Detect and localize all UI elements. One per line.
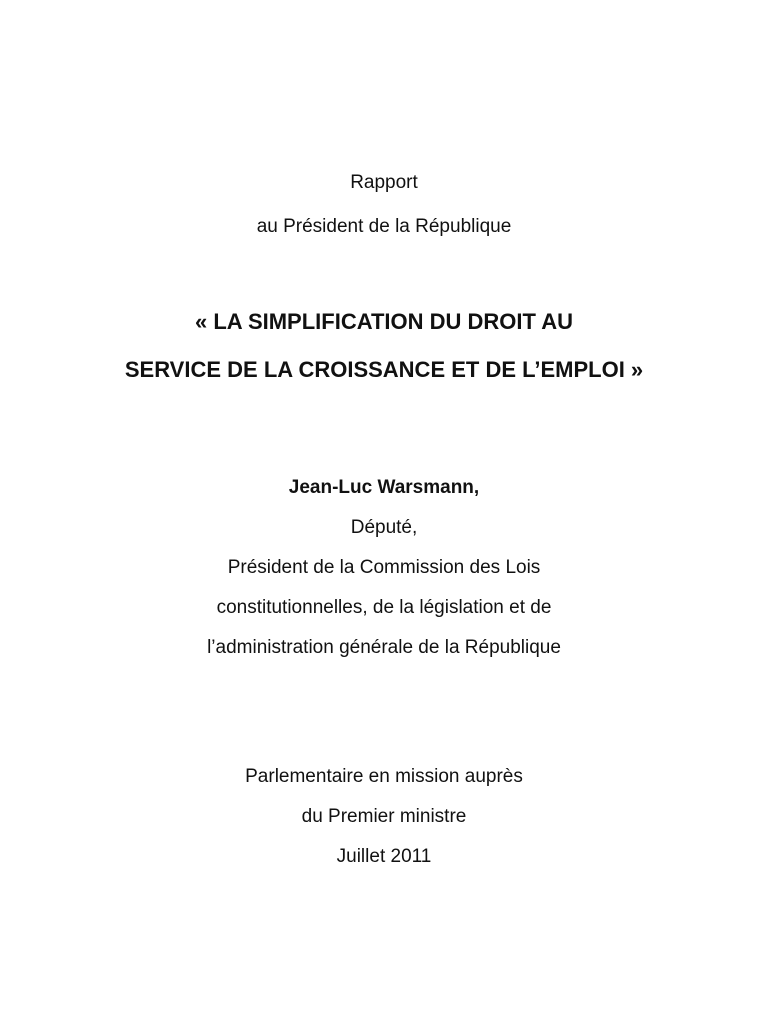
mission-line-2: du Premier ministre <box>301 806 467 827</box>
document-title-line-2: SERVICE DE LA CROISSANCE ET DE L’EMPLOI » <box>124 357 644 382</box>
report-label: Rapport <box>350 172 418 193</box>
mission-line-1: Parlementaire en mission auprès <box>245 766 523 787</box>
author-role: Député, <box>350 517 418 538</box>
author-name: Jean-Luc Warsmann, <box>288 477 480 498</box>
document-title-line-1: « LA SIMPLIFICATION DU DROIT AU <box>194 309 574 334</box>
author-position-line-2: constitutionnelles, de la législation et de <box>216 597 552 618</box>
report-addressee: au Président de la République <box>256 216 512 237</box>
document-date: Juillet 2011 <box>336 846 432 867</box>
author-position-line-1: Président de la Commission des Lois <box>227 557 541 578</box>
author-position-line-3: l’administration générale de la République <box>207 637 561 658</box>
